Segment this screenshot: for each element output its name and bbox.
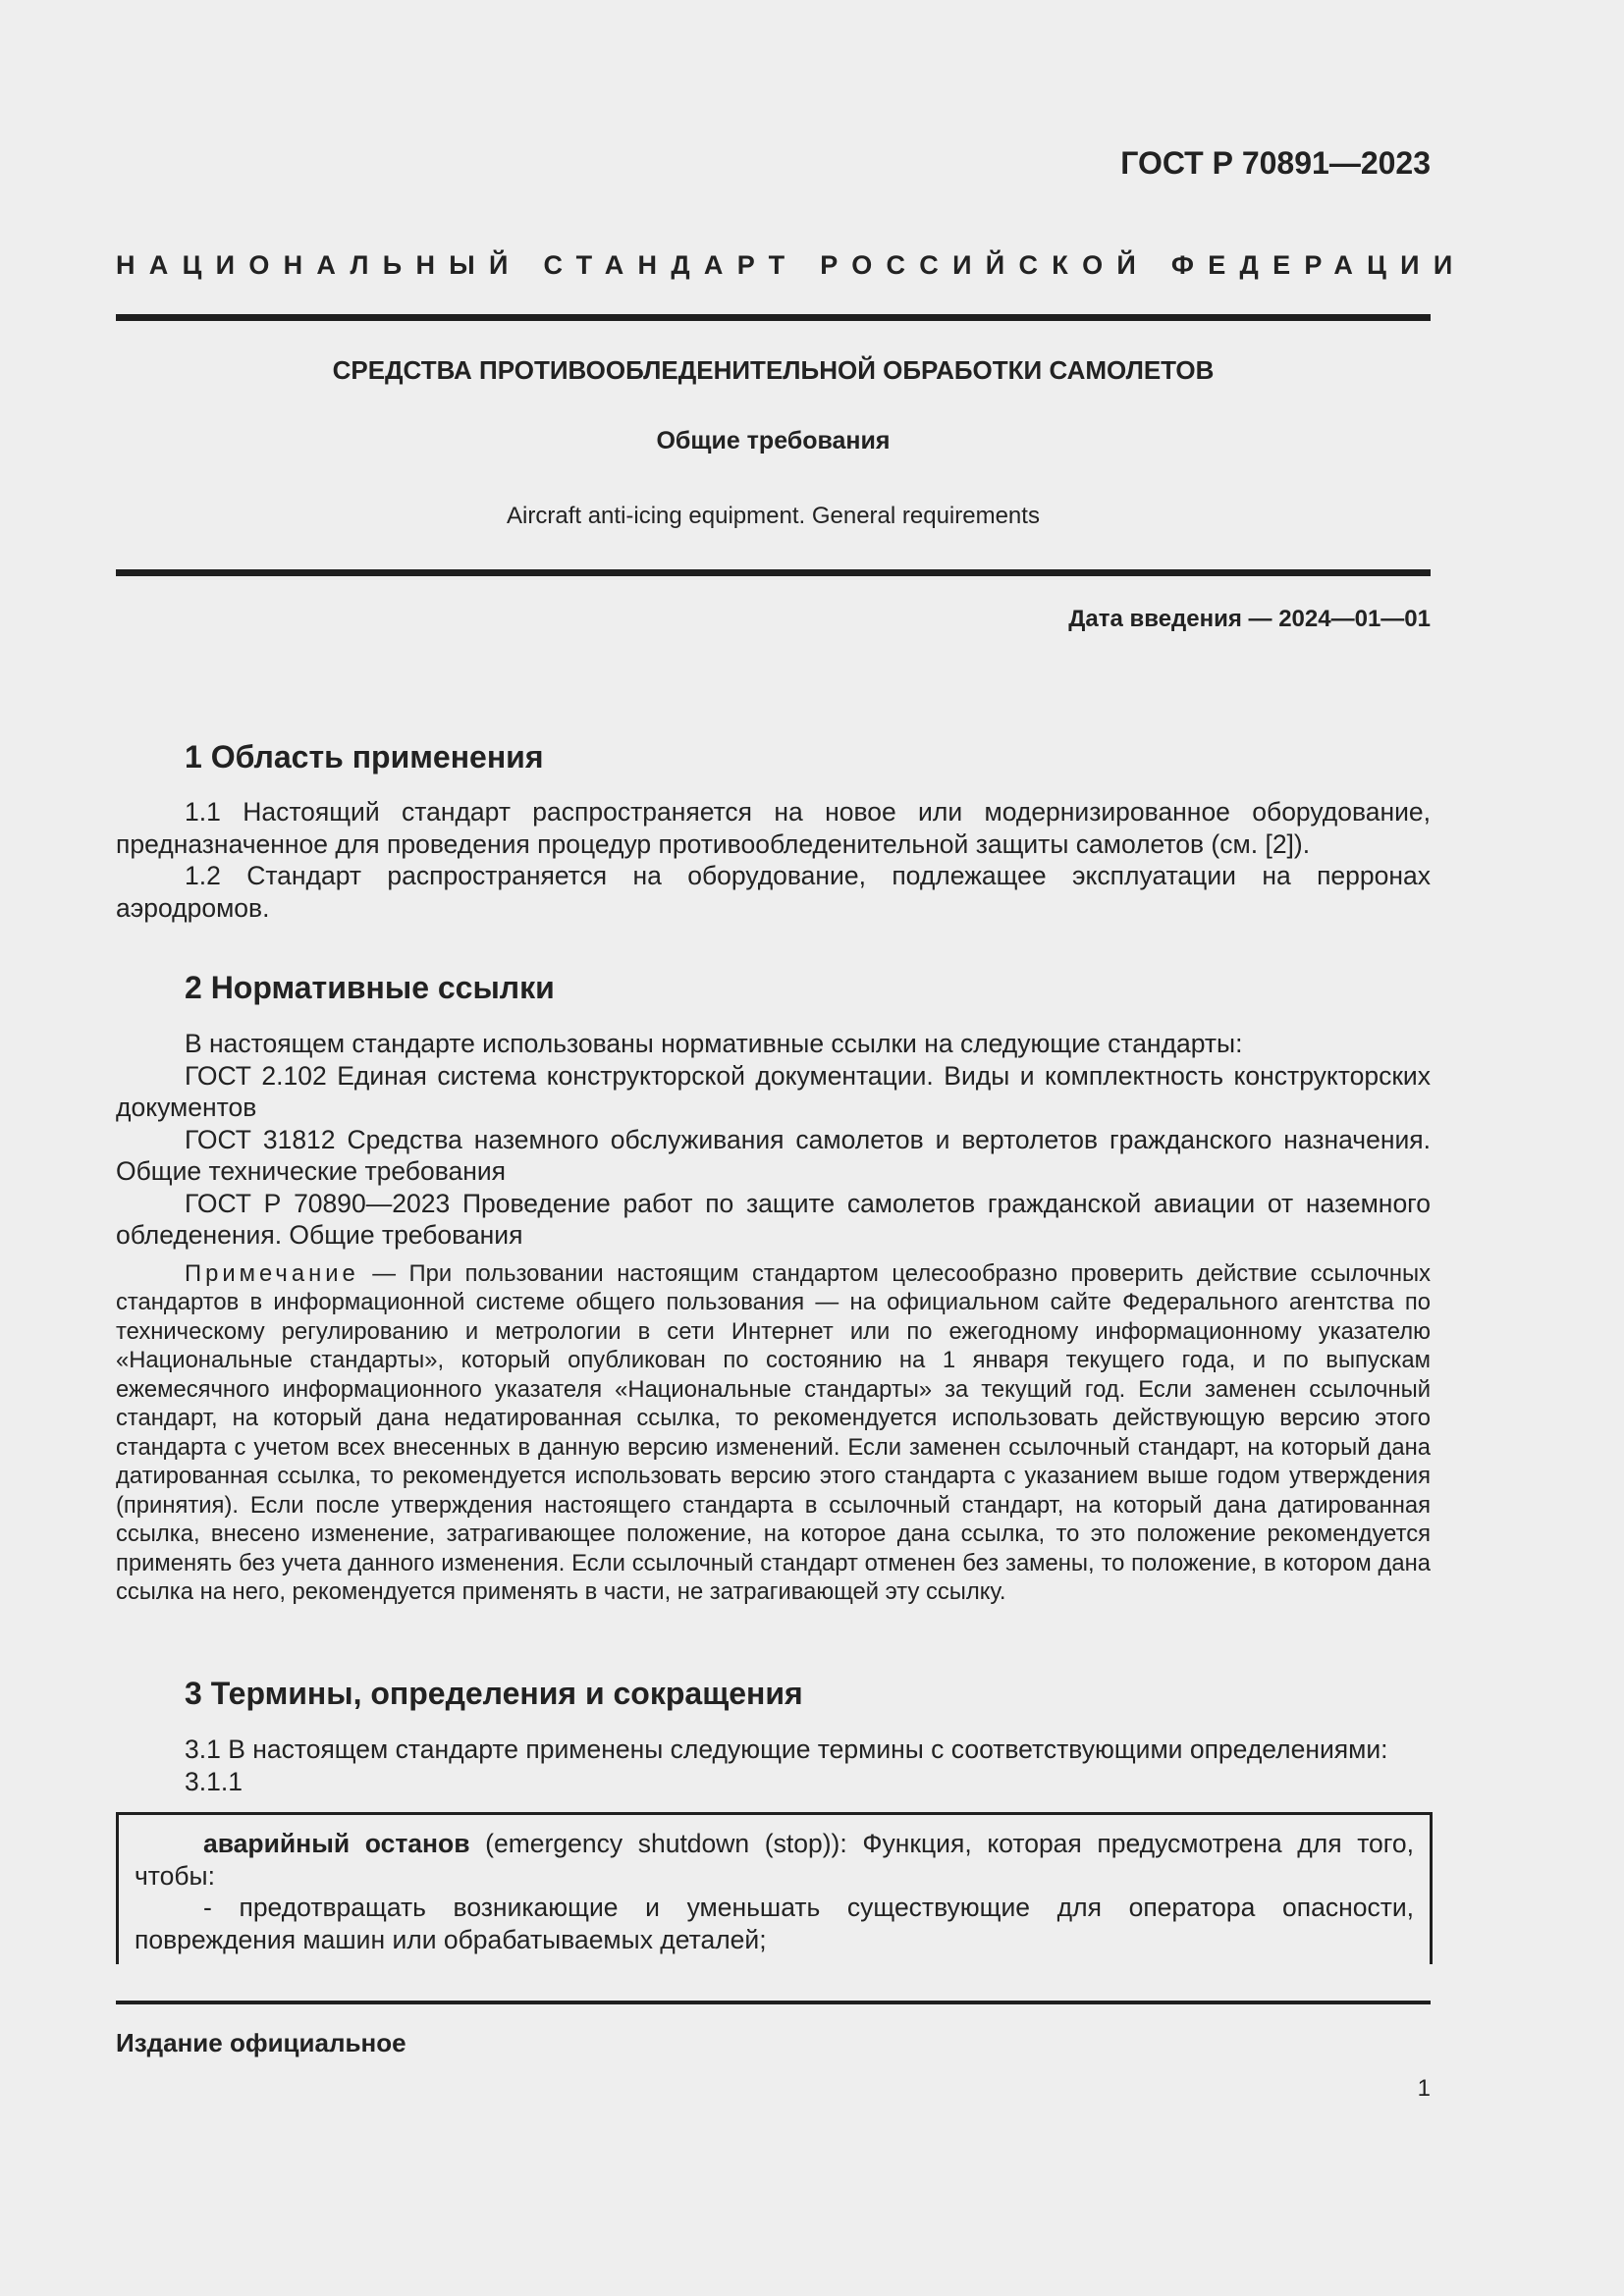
definition-box bbox=[116, 1812, 1433, 1964]
document-title-english: Aircraft anti-icing equipment. General requirements bbox=[507, 503, 1040, 529]
title-divider bbox=[116, 569, 1431, 576]
national-standard-heading: НАЦИОНАЛЬНЫЙ СТАНДАРТ РОССИЙСКОЙ ФЕДЕРАЦИИ bbox=[116, 250, 1467, 280]
document-title: СРЕДСТВА ПРОТИВООБЛЕДЕНИТЕЛЬНОЙ ОБРАБОТКИ САМОЛЕТОВ bbox=[332, 355, 1215, 385]
reference-item: ГОСТ 2.102 Единая система конструкторской документации. Виды и комплектность конструкторских документов bbox=[116, 1060, 1431, 1122]
term-text: (emergency shutdown (stop)): Функция, которая предусмотрена для того, чтобы: bbox=[135, 1829, 1414, 1891]
document-id: ГОСТ Р 70891—2023 bbox=[1120, 145, 1431, 181]
document-subtitle: Общие требования bbox=[656, 427, 891, 454]
references-note bbox=[116, 1259, 1431, 1607]
clause-3-1: 3.1 В настоящем стандарте применены следующие термины с соответствующими определениями: bbox=[185, 1735, 1388, 1764]
section-3-body bbox=[116, 1734, 1431, 1797]
top-divider bbox=[116, 314, 1431, 321]
definition-bullet: - предотвращать возникающие и уменьшать существующие для оператора опасности, повреждения машин или обрабатываемых деталей; bbox=[135, 1893, 1414, 1954]
term-definition bbox=[135, 1828, 1414, 1892]
introduction-date: Дата введения — 2024—01—01 bbox=[1068, 606, 1431, 632]
note-label: Примечание bbox=[185, 1259, 359, 1287]
section-1-body bbox=[116, 796, 1431, 924]
section-2-body bbox=[116, 1028, 1431, 1607]
reference-item: ГОСТ 31812 Средства наземного обслуживания самолетов и вертолетов гражданского назначения. Общие технические требования bbox=[116, 1124, 1431, 1186]
term-name: аварийный останов bbox=[203, 1829, 470, 1858]
section-1-heading: 1 Область применения bbox=[185, 739, 544, 774]
official-edition-label: Издание официальное bbox=[116, 2028, 406, 2057]
note-text: — При пользовании настоящим стандартом целесообразно проверить действие ссылочных стандартов в информационной системе общего пользования — на официальном сайте Федерального агентства по техническому регулированию и метрологии в сети Интернет или по ежегодному информационному указателю «Национальные стандарты», который опубликован по состоянию на 1 января текущего года, и по выпускам ежемесячного информационного указателя «Национальные стандарты» за текущий год. Если заменен ссылочный стандарт, на который дана недатированная ссылка, то рекомендуется использовать действующую версию этого стандарта с учетом всех внесенных в данную версию изменений. Если заменен ссылочный стандарт, на который дана датированная ссылка, то рекомендуется использовать версию этого стандарта с указанием выше годом утверждения (принятия). Если после утверждения настоящего стандарта в ссылочный стандарт, на который дана датированная ссылка, внесено изменение, затрагивающее положение, на которое дана ссылка, то это положение рекомендуется применять без учета данного изменения. Если ссылочный стандарт отменен без замены, то положение, в котором дана ссылка на него, рекомендуется применять в части, не затрагивающей эту ссылку. bbox=[116, 1259, 1431, 1605]
section-3-heading: 3 Термины, определения и сокращения bbox=[185, 1676, 803, 1711]
reference-item: ГОСТ Р 70890—2023 Проведение работ по защите самолетов гражданской авиации от наземного обледенения. Общие требования bbox=[116, 1188, 1431, 1250]
clause-3-1-1: 3.1.1 bbox=[185, 1766, 243, 1796]
references-intro: В настоящем стандарте использованы нормативные ссылки на следующие стандарты: bbox=[185, 1029, 1243, 1058]
footer-divider bbox=[116, 2001, 1431, 2004]
page-number: 1 bbox=[1417, 2075, 1431, 2102]
clause-1-1: 1.1 Настоящий стандарт распространяется на новое или модернизированное оборудование, предназначенное для проведения процедур противообледенительной защиты самолетов (см. [2]). bbox=[116, 797, 1431, 859]
clause-1-2: 1.2 Стандарт распространяется на оборудование, подлежащее эксплуатации на перронах аэродромов. bbox=[116, 861, 1431, 923]
section-2-heading: 2 Нормативные ссылки bbox=[185, 970, 555, 1005]
